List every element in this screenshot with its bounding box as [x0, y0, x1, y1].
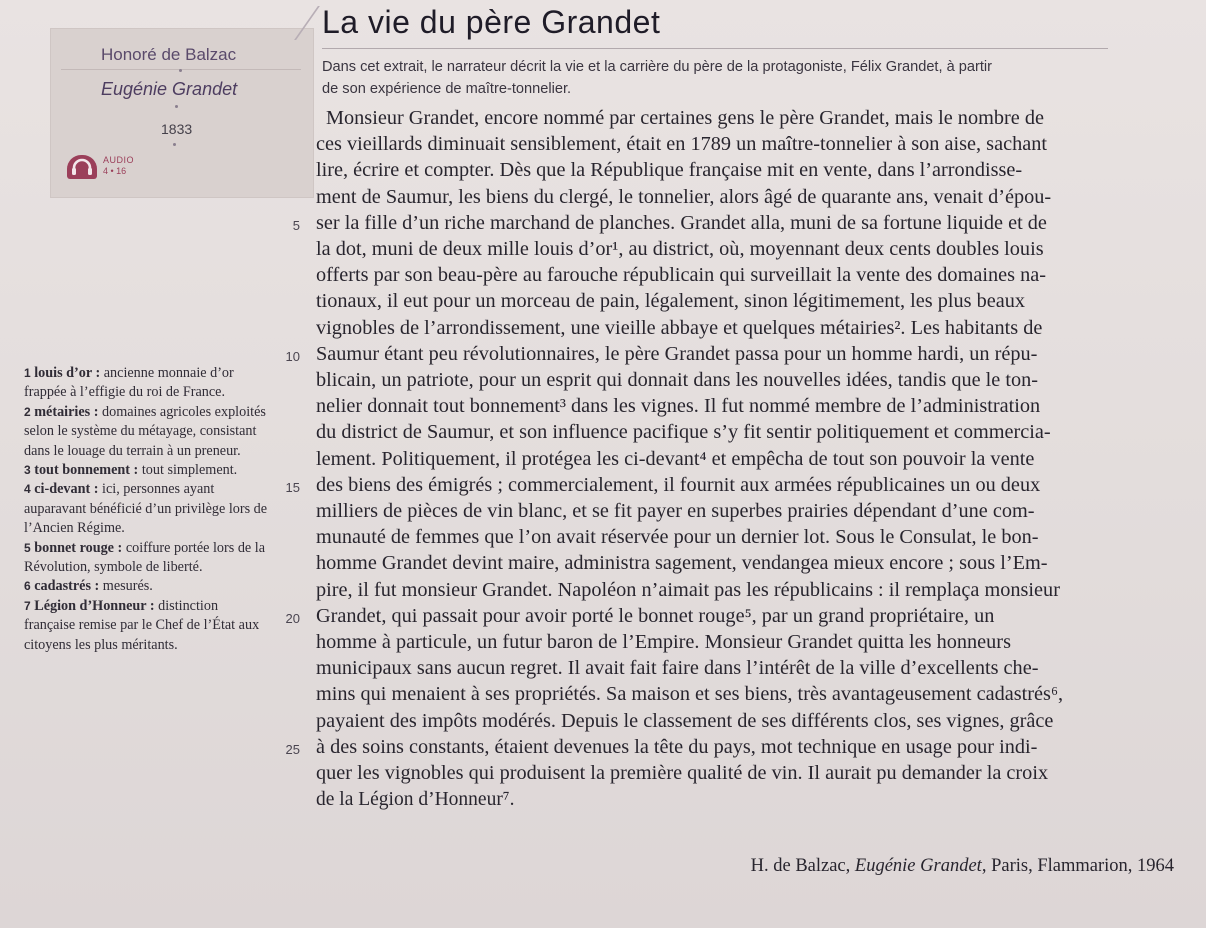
footnote-number: 6 [24, 579, 31, 594]
footnote [24, 539, 269, 578]
text-line: vignobles de l’arrondissement, une vieille abbaye et quelques métairies². Les habitants de [316, 317, 1043, 339]
footnote-number: 3 [24, 463, 31, 478]
citation-publisher: , Paris, Flammarion, 1964 [981, 856, 1174, 876]
footnote [24, 597, 269, 655]
footnote-term: louis d’or : [34, 365, 101, 381]
footnote-term: tout bonnement : [34, 462, 139, 479]
footnote-number: 5 [24, 540, 31, 555]
bullet-dot [179, 69, 182, 72]
book-title: Eugénie Grandet [101, 79, 238, 99]
text-line: du district de Saumur, et son influence pacifique s’y fit sentir politiquement et commercia- [316, 422, 1051, 444]
line-number: 15 [285, 479, 300, 495]
text-line: lire, écrire et compter. Dès que la République française mit en vente, dans l’arrondisse- [316, 160, 1023, 182]
footnote-term: ci-devant : [34, 481, 99, 498]
text-line: offerts par son beau-père au farouche républicain qui surveillait la vente des domaines na- [316, 265, 1046, 287]
line-number: 20 [285, 610, 300, 626]
work-info-box [50, 28, 314, 198]
audio-badge[interactable] [67, 155, 187, 181]
text-line: homme Grandet devint maire, administra sagement, vendangea mieux encore ; sous l’Em- [316, 553, 1048, 575]
footnote-definition: domaines agricoles exploités selon le système du métayage, consistant dans le louage du terrain à un preneur. [24, 403, 266, 459]
footnote-definition: ici, personnes ayant auparavant bénéficié d’un privilège lors de l’Ancien Régime. [24, 481, 268, 537]
intro-line: de son expérience de maître-tonnelier. [322, 81, 572, 97]
footnote [24, 403, 269, 461]
text-line: municipaux sans aucun regret. Il avait fait faire dans l’intérêt de la ville d’excellents che- [316, 658, 1039, 680]
text-line: Saumur étant peu révolutionnaires, le père Grandet passa pour un homme hardi, un répu- [316, 343, 1038, 365]
text-line: mins qui menaient à ses propriétés. Sa maison et ses biens, très avantageusement cadastrés⁶, [316, 684, 1064, 706]
text-line: à des soins constants, étaient devenues la tête du pays, mot technique en usage pour indi- [316, 736, 1038, 758]
text-line: des biens des émigrés ; commercialement, il fournit aux armées républicaines un ou deux [316, 474, 1041, 496]
bullet-dot [173, 143, 176, 146]
footnote-term: métairies : [34, 403, 99, 420]
text-line: de la Légion d’Honneur⁷. [316, 789, 515, 811]
text-line: ces vieillards diminuait sensiblement, était en 1789 un maître-tonnelier à son aise, sachant [316, 134, 1048, 156]
footnote-definition: distinction française remise par le Chef de l’État aux citoyens les plus méritants. [24, 597, 260, 653]
footnote-term: Légion d’Honneur : [34, 597, 155, 614]
text-line: milliers de pièces de vin blanc, et se fit payer en superbes prairies dépendant d’une com- [316, 501, 1035, 522]
footnote-definition: mesurés. [102, 578, 153, 595]
line-number: 25 [285, 741, 300, 757]
publication-year: 1833 [161, 121, 193, 137]
text-line: lement. Politiquement, il protégea les ci-devant⁴ et empêcha de tout son pouvoir la vente [316, 448, 1035, 470]
text-line: quer les vignobles qui produisent la première qualité de vin. Il aurait pu demander la croix [316, 763, 1049, 784]
audio-label: AUDIO [103, 155, 135, 165]
footnote-number: 4 [24, 482, 31, 497]
author-name: Honoré de Balzac [101, 45, 237, 64]
text-line: Monsieur Grandet, encore nommé par certaines gens le père Grandet, mais le nombre de [326, 108, 1044, 129]
footnote [24, 577, 269, 596]
citation-work: Eugénie Grandet [854, 856, 982, 876]
footnote-definition: coiffure portée lors de la Révolution, symbole de liberté. [24, 539, 265, 576]
text-line: payaient des impôts modérés. Depuis le classement de ses différents clos, ses vignes, grâce [316, 710, 1054, 732]
audio-track-number: 4 • 16 [103, 166, 127, 176]
title-underline [322, 48, 1108, 49]
footnote-definition: tout simplement. [141, 462, 238, 479]
text-line: ser la fille d’un riche marchand de planches. Grandet alla, muni de sa fortune liquide et de [316, 212, 1047, 234]
footnote-number: 2 [24, 404, 31, 419]
intro-line: Dans cet extrait, le narrateur décrit la vie et la carrière du père de la protagoniste, Félix Grandet, à partir [322, 59, 993, 75]
text-line: Grandet, qui passait pour avoir porté le bonnet rouge⁵, par un grand propriétaire, un [316, 605, 995, 627]
footnote-number: 7 [24, 598, 31, 613]
text-line: nelier donnait tout bonnement³ dans les vignes. Il fut nommé membre de l’administration [316, 396, 1041, 418]
citation-author: H. de Balzac, [750, 856, 855, 876]
text-line: blicain, un patriote, pour un esprit qui donnait dans les nouvelles idées, tandis que le ton- [316, 370, 1039, 391]
footnote-term: bonnet rouge : [34, 539, 123, 556]
text-line: homme à particule, un futur baron de l’Empire. Monsieur Grandet quitta les honneurs [316, 632, 1011, 653]
text-line: la dot, muni de deux mille louis d’or¹, au district, où, moyennant deux cents doubles louis [316, 239, 1044, 260]
footnote-term: cadastrés : [34, 578, 100, 595]
footnote [24, 461, 269, 480]
text-line: munauté de femmes que l’on avait réservée pour un dernier lot. Sous le Consulat, le bon- [316, 527, 1039, 549]
text-line: ment de Saumur, les biens du clergé, le tonnelier, alors âgé de quarante ans, venait d’épou- [316, 186, 1052, 208]
line-number: 10 [285, 348, 300, 364]
text-line: tionaux, il eut pour un morceau de pain, légalement, sinon légitimement, les plus beaux [316, 291, 1026, 313]
footnote-number: 1 [24, 366, 31, 380]
footnote [24, 480, 269, 538]
footnotes-column [24, 364, 269, 655]
page-title: La vie du père Grandet [322, 4, 661, 40]
line-number: 5 [292, 217, 300, 233]
intro-paragraph [322, 56, 1122, 100]
footnote [24, 364, 269, 403]
footnote-definition: ancienne monnaie d’or frappée à l’effigie du roi de France. [24, 365, 234, 401]
headphones-icon[interactable] [67, 155, 97, 179]
text-line: pire, il fut monsieur Grandet. Napoléon n’aimait pas les républicains : il remplaça monsieur [316, 579, 1060, 601]
bullet-dot [175, 105, 178, 108]
source-citation [751, 856, 1174, 877]
